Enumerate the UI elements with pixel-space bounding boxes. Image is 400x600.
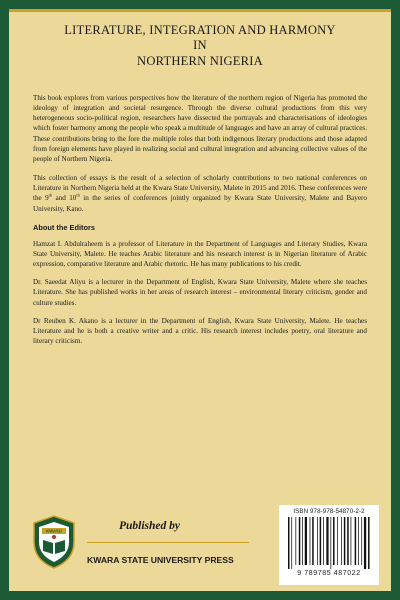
title-line-3: NORTHERN NIGERIA <box>137 53 263 68</box>
publisher-divider <box>87 542 249 543</box>
barcode-bar <box>347 517 349 565</box>
svg-text:KWASU: KWASU <box>46 528 62 534</box>
barcode-bar <box>351 517 352 565</box>
barcode-bar <box>288 517 290 569</box>
title-line-1: LITERATURE, INTEGRATION AND HARMONY <box>64 23 336 37</box>
isbn-barcode <box>279 505 379 585</box>
blurb-paragraph-2: This collection of essays is the result of a selection of scholarly contributions to two national conferences on Literature in Northern Nigeria held at the Kwara State University, Malete in 2015 and 2016. These conferences were the 9th and 10th in the series of conferences jointly organized by Kwara State University, Malete and Bayero University, Kano. <box>33 174 367 213</box>
editor-bio-2: Dr. Saeedat Aliyu is a lecturer in the Department of English, Kwara State University, Malete where she teaches Literature. She has published works in her areas of research interest – environmental literary criticism, gender and culture studies. <box>33 278 367 307</box>
barcode-bar <box>368 517 370 569</box>
barcode-bar <box>361 517 362 565</box>
barcode-bar <box>310 517 311 565</box>
barcode-bar <box>333 517 335 565</box>
published-by-label: Published by <box>119 520 181 532</box>
barcode-bar <box>358 517 359 565</box>
barcode-bar <box>326 517 328 565</box>
about-editors-heading: About the Editors <box>33 222 95 232</box>
barcode-bar <box>344 517 346 565</box>
publisher-block <box>29 512 254 572</box>
barcode-bar <box>317 517 318 565</box>
barcode-bar <box>337 517 338 565</box>
barcode-bar <box>295 517 296 565</box>
barcode-digits: 9 789785 487022 <box>297 570 361 577</box>
publisher-name: KWARA STATE UNIVERSITY PRESS <box>87 555 234 565</box>
barcode-bar <box>320 517 322 565</box>
barcode-bar <box>312 517 314 565</box>
blurb-section <box>33 93 367 354</box>
university-crest-logo <box>29 514 79 570</box>
barcode-bar <box>291 517 292 569</box>
barcode-bar <box>305 517 307 565</box>
barcode-bar <box>323 517 324 565</box>
barcode-bars <box>286 517 372 569</box>
barcode-bar <box>330 517 331 569</box>
barcode-bar <box>299 517 301 565</box>
isbn-number: ISBN 978-978-54870-2-2 <box>293 508 365 515</box>
blurb-paragraph-1: This book explores from various perspectives how the literature of the northern region of Nigeria has promoted the ideology of integration and societal resurgence. Through the diverse cultural productions from this very heterogeneous socio-political region, researchers have dissected the portrayals and characterisations of ideologies which foster harmony among the people who speak a multitude of languages and have an array of cultural practices. These contributions bring to the fore the multiple roles that both indigenous literary productions and those adapted from foreign elements have played in realizing social and cultural integration and advancing collective values of the people of Northern Nigeria. <box>33 94 367 163</box>
barcode-bar <box>355 517 357 565</box>
barcode-bar <box>341 517 342 565</box>
editor-bio-1: Hamzat I. Abdulraheem is a professor of Literature in the Department of Languages and Literary Studies, Kwara State University, Malete. He teaches Arabic literature and his research interest is in Nigerian literature of Arabic expression, comparative literature and Arabic rhetoric. He has many publications to his credit. <box>33 239 367 269</box>
barcode-bar <box>364 517 366 569</box>
editor-bio-3: Dr Reuben K. Akano is a lecturer in the Department of English, Kwara State University, Malete. He teaches Literature and he is both a creative writer and a critic. His research interest includes poetry, oral literature and literary criticism. <box>33 316 367 345</box>
title-line-2: IN <box>193 38 207 53</box>
barcode-bar <box>302 517 303 565</box>
